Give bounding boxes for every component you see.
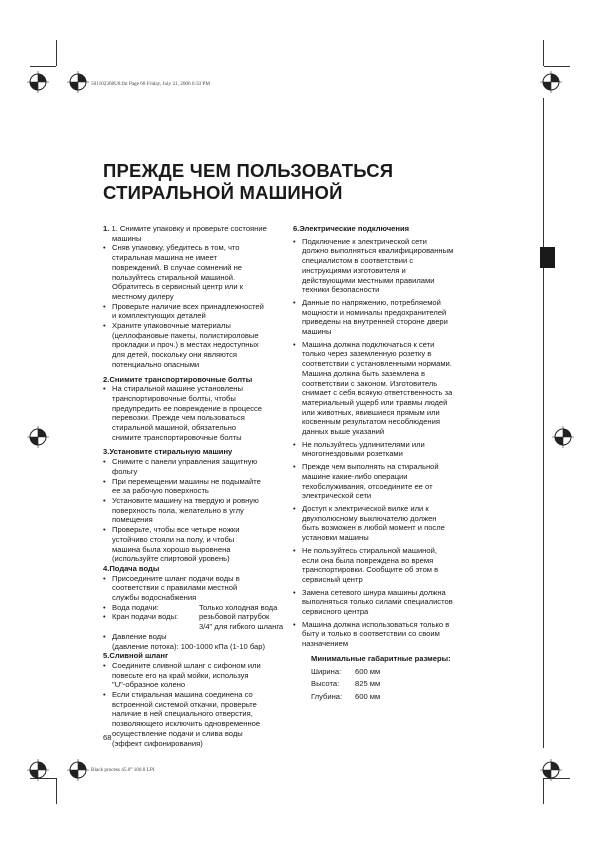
dimension-row: Ширина: 600 мм <box>311 666 381 676</box>
crop-mark <box>543 40 544 66</box>
list-item: • Снимите с панели управления защитную фольгу <box>103 457 288 476</box>
slug-bottom: Black process 45.0° 100.0 LPI <box>91 767 155 773</box>
list-item: • Установите машину на твердую и ровную поверхность пола, желательно в углу помещения <box>103 496 288 525</box>
list-item: • Сняв упаковку, убедитесь в том, что стиральная машина не имеет повреждений. В случае сомнений не пользуйтесь стиральной машиной. Обратитесь в сервисный центр или к местному дилеру <box>103 243 288 301</box>
dimension-row: Высота: 825 мм <box>311 679 381 689</box>
registration-mark-icon <box>27 71 49 93</box>
list-item: • Если стиральная машина соединена со встроенной системой откачки, проверьте наличие в ней специального отверстия, позволяющего исключить одновременное осуществление подачи и слива воды (эффект сифонирования) <box>103 690 288 748</box>
list-item: • Храните упаковочные материалы (целлофановые пакеты, полистироловые прокладки и проч.) в местах недоступных для детей, поскольку они являются потенциально опасными <box>103 321 288 370</box>
crop-mark <box>56 40 57 66</box>
list-item: • Машина должна использоваться только в быту и только в соответствии со своим назначением <box>293 620 493 649</box>
list-item: • Соедините сливной шланг с сифоном или повесьте его на край мойки, используя "U"-образное колено <box>103 661 288 690</box>
vertical-rule <box>543 98 544 748</box>
list-item: • Доступ к электрической вилке или к двухполюсному выключателю должен быть возможен в любой момент и после установки машины <box>293 504 493 543</box>
dimension-row: Глубина: 600 мм <box>311 691 381 701</box>
left-column <box>103 224 288 748</box>
registration-mark-icon <box>540 71 562 93</box>
list-item: • Не пользуйтесь удлинителями или многогнездовыми розетками <box>293 440 493 459</box>
step-1-text: машины <box>112 233 142 243</box>
step-1-text: 1. Снимите упаковку и проверьте состояние <box>111 224 267 233</box>
list-item: • При перемещении машины не подымайте ее за рабочую поверхность <box>103 477 288 496</box>
crop-mark <box>30 66 56 67</box>
step-2-heading: 2.Снимите транспортировочные болты <box>103 374 253 384</box>
step-4-heading: 4.Подача воды <box>103 563 160 573</box>
list-item: • Подключение к электрической сети должно выполняться квалифицированным специалистом в соответствии с инструкциями изготовителя и действующими местными правилами техники безопасности <box>293 237 493 295</box>
crop-mark <box>544 66 570 67</box>
step-3-heading: 3.Установите стиральную машину <box>103 447 233 457</box>
crop-mark <box>56 778 57 804</box>
list-item: • Вода подачи: Только холодная вода <box>103 603 288 613</box>
list-item: • Кран подачи воды: резьбовой патрубок 3/4" для гибкого шланга <box>103 612 288 631</box>
step-5-heading: 5.Сливной шланг <box>103 651 169 661</box>
page-title-line: ПРЕЖДЕ ЧЕМ ПОЛЬЗОВАТЬСЯ <box>103 160 394 181</box>
list-item: • Проверьте, чтобы все четыре ножки устойчиво стояли на полу, и чтобы машина была хорошо выровнена (используйте спиртовой уровень) <box>103 525 288 564</box>
page-number: 68 <box>103 733 112 742</box>
step-1-heading: 1. 1. Снимите упаковку и проверьте состояние <box>103 224 267 233</box>
crop-mark <box>543 778 544 804</box>
registration-mark-icon <box>67 71 89 93</box>
dimensions-block <box>293 654 493 702</box>
slug-top: 501102368U8.fm Page 68 Friday, July 21, 2006 6:33 PM <box>91 81 210 87</box>
list-item: • На стиральной машине установлены транспортировочные болты, чтобы предупредить ее повреждение в процессе перевозки. Прежде чем пользоваться стиральной машиной, обязательно снимите транспортировочные болты <box>103 384 288 442</box>
registration-mark-icon <box>552 426 574 448</box>
list-item: • Присоедините шланг подачи воды в соответствии с правилами местной службы водоснабжения <box>103 574 288 603</box>
step-6-heading: 6.Электрические подключения <box>293 224 410 233</box>
list-item: • Проверьте наличие всех принадлежностей и комплектующих деталей <box>103 302 288 321</box>
registration-mark-icon <box>27 426 49 448</box>
registration-mark-icon <box>27 759 49 781</box>
registration-mark-icon <box>67 759 89 781</box>
page-title-line: СТИРАЛЬНОЙ МАШИНОЙ <box>103 182 343 203</box>
page-title <box>103 160 393 204</box>
list-item: • Машина должна подключаться к сети только через заземленную розетку в соответствии с установленными нормами. Машина должна быть заземлена в соответствии с законом. Изготовитель снимает с себя всякую ответственность за материальный ущерб или травмы людей или животных, явившиеся прямым или косвенным результатом несоблюдения данных выше указаний <box>293 340 493 437</box>
list-item: • Не пользуйтесь стиральной машиной, если она была повреждена во время транспортировки. Сообщите об этом в сервисный центр <box>293 546 493 585</box>
list-item: • Данные по напряжению, потребляемой мощности и номиналы предохранителей приведены на внутренней стороне двери машины <box>293 298 493 337</box>
section-tab-marker <box>540 247 555 268</box>
right-column <box>293 224 493 702</box>
list-item: • Давление воды (давление потока): 100-1000 кПа (1-10 бар) <box>103 632 288 651</box>
list-item: • Замена сетевого шнура машины должна выполняться только силами специалистов сервисного центра <box>293 588 493 617</box>
dimensions-title: Минимальные габаритные размеры: <box>311 653 451 663</box>
registration-mark-icon <box>540 759 562 781</box>
list-item: • Прежде чем выполнять на стиральной машине какие-либо операции техобслуживания, отсоедините ее от электрической сети <box>293 462 493 501</box>
